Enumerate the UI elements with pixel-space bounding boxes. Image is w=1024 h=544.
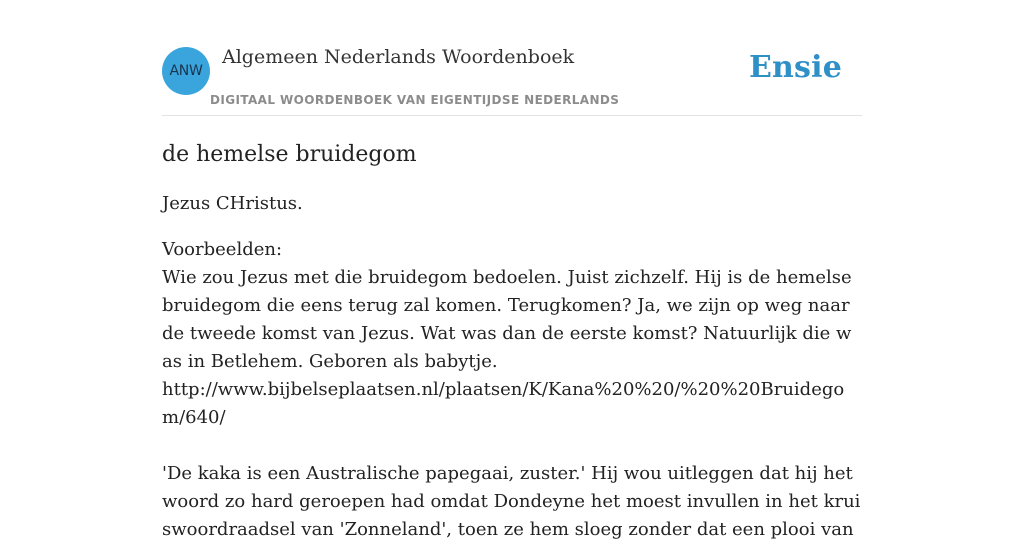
examples-section <box>162 236 862 544</box>
example-1-source: http://www.bijbelseplaatsen.nl/plaatsen/K/Kana%20%20/%20%20Bruidegom/640/ <box>162 379 845 428</box>
entry-content <box>162 140 862 544</box>
entry-term: de hemelse bruidegom <box>162 142 417 167</box>
site-subtitle: DIGITAAL WOORDENBOEK VAN EIGENTIJDSE NEDERLANDS <box>210 93 620 107</box>
site-header <box>162 0 862 116</box>
site-title[interactable]: Algemeen Nederlands Woordenboek <box>222 46 575 68</box>
anw-logo[interactable]: ANW <box>162 47 210 95</box>
example-2: 'De kaka is een Australische papegaai, zuster.' Hij wou uitleggen dat hij het woord zo hard geroepen had omdat Dondeyne het moest invullen in het kruiswoordraadsel van 'Zonneland', toen ze hem sloeg zonder dat een plooi van <box>162 463 861 540</box>
entry-definition: Jezus CHristus. <box>162 193 303 214</box>
examples-label: Voorbeelden: <box>162 239 283 260</box>
ensie-link[interactable]: Ensie <box>748 50 842 85</box>
example-1: Wie zou Jezus met die bruidegom bedoelen. Juist zichzelf. Hij is de hemelse bruidegom die eens terug zal komen. Terugkomen? Ja, we zijn op weg naar de tweede komst van Jezus. Wat was dan de eerste komst? Natuurlijk die was in Betlehem. Geboren als babytje. <box>162 267 858 372</box>
